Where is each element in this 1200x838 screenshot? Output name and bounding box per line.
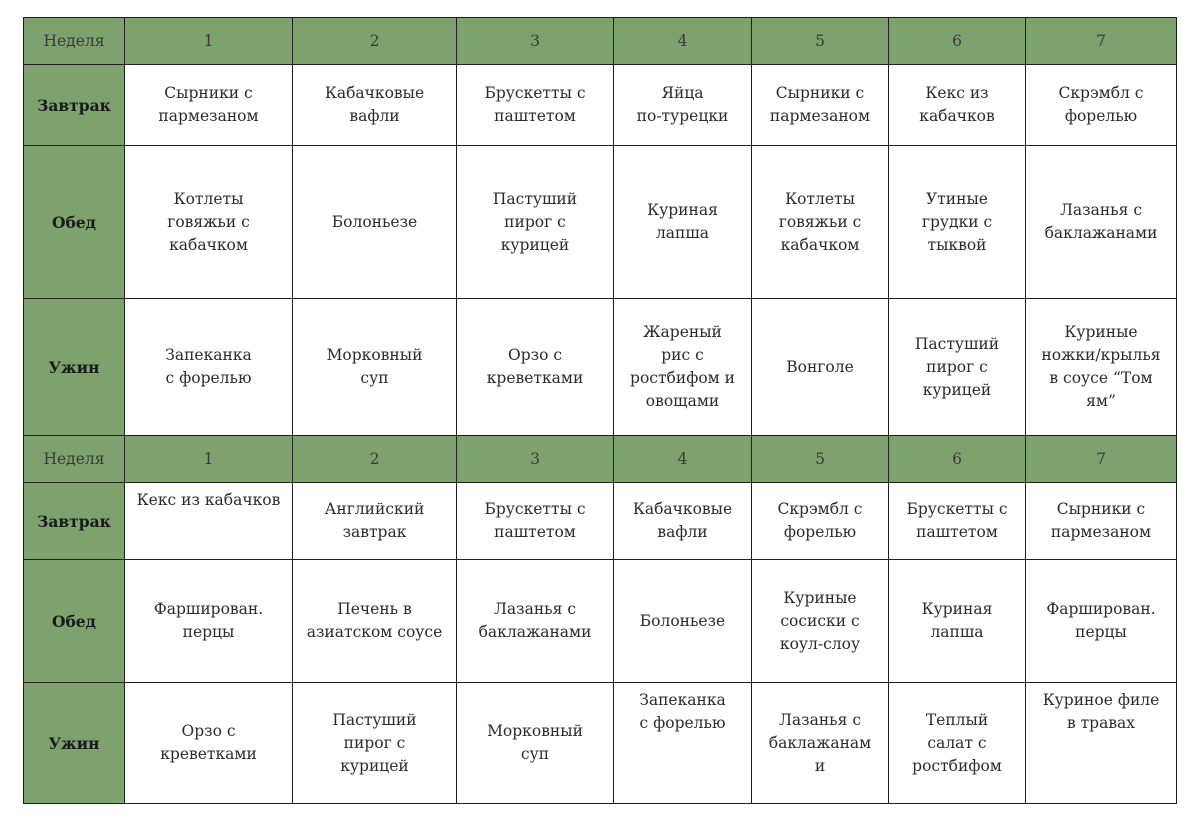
day-number: 4 [614, 18, 752, 65]
meal-plan-table [23, 17, 1177, 804]
day-number: 7 [1026, 18, 1177, 65]
day-number: 5 [752, 436, 889, 483]
dish-cell: Печень в азиатском соусе [293, 560, 457, 683]
dish-cell: Брускетты с паштетом [457, 483, 614, 560]
dish-cell: Брускетты с паштетом [457, 65, 614, 146]
dish-cell: Английский завтрак [293, 483, 457, 560]
dish-cell: Кекс из кабачков [889, 65, 1026, 146]
dish-cell: Скрэмбл с форелью [752, 483, 889, 560]
day-number: 5 [752, 18, 889, 65]
dish-cell: Фарширован. перцы [125, 560, 293, 683]
dish-cell: Сырники с пармезаном [752, 65, 889, 146]
dish-cell: Фарширован. перцы [1026, 560, 1177, 683]
meal-label-lunch: Обед [24, 560, 125, 683]
dish-cell: Лазанья с баклажанами [457, 560, 614, 683]
week-header-row [24, 18, 1177, 65]
dish-cell: Орзо с креветками [457, 299, 614, 436]
week-header-row [24, 436, 1177, 483]
dish-cell: Запеканка с форелью [125, 299, 293, 436]
lunch-row [24, 146, 1177, 299]
day-number: 4 [614, 436, 752, 483]
dish-cell: Брускетты с паштетом [889, 483, 1026, 560]
dish-cell: Пастуший пирог с курицей [457, 146, 614, 299]
meal-label-breakfast: Завтрак [24, 65, 125, 146]
dish-cell: Скрэмбл с форелью [1026, 65, 1177, 146]
dish-cell: Пастуший пирог с курицей [293, 683, 457, 804]
meal-label-dinner: Ужин [24, 299, 125, 436]
dish-cell: Котлеты говяжьи с кабачком [752, 146, 889, 299]
dish-cell: Кабачковые вафли [293, 65, 457, 146]
dish-cell: Куриная лапша [614, 146, 752, 299]
dish-cell: Утиные грудки с тыквой [889, 146, 1026, 299]
meal-label-lunch: Обед [24, 146, 125, 299]
day-number: 2 [293, 436, 457, 483]
dish-cell: Яйца по-турецки [614, 65, 752, 146]
dish-cell: Лазанья с баклажанам и [752, 683, 889, 804]
dish-cell: Морковный суп [293, 299, 457, 436]
dish-cell: Куриные сосиски с коул-слоу [752, 560, 889, 683]
dish-cell: Куриная лапша [889, 560, 1026, 683]
dinner-row [24, 683, 1177, 804]
lunch-row [24, 560, 1177, 683]
dish-cell: Сырники с пармезаном [1026, 483, 1177, 560]
meal-label-dinner: Ужин [24, 683, 125, 804]
dish-cell: Орзо с креветками [125, 683, 293, 804]
dish-cell: Болоньезе [293, 146, 457, 299]
dish-cell: Кекс из кабачков [125, 483, 293, 560]
dish-cell: Пастуший пирог с курицей [889, 299, 1026, 436]
breakfast-row [24, 483, 1177, 560]
dish-cell: Куриное филе в травах [1026, 683, 1177, 804]
dinner-row [24, 299, 1177, 436]
dish-cell: Сырники с пармезаном [125, 65, 293, 146]
week-label: Неделя [24, 436, 125, 483]
dish-cell: Котлеты говяжьи с кабачком [125, 146, 293, 299]
dish-cell: Лазанья с баклажанами [1026, 146, 1177, 299]
dish-cell: Запеканка с форелью [614, 683, 752, 804]
dish-cell: Болоньезе [614, 560, 752, 683]
breakfast-row [24, 65, 1177, 146]
dish-cell: Кабачковые вафли [614, 483, 752, 560]
dish-cell: Вонголе [752, 299, 889, 436]
meal-label-breakfast: Завтрак [24, 483, 125, 560]
day-number: 1 [125, 436, 293, 483]
day-number: 6 [889, 18, 1026, 65]
dish-cell: Морковный суп [457, 683, 614, 804]
day-number: 3 [457, 436, 614, 483]
day-number: 3 [457, 18, 614, 65]
dish-cell: Куриные ножки/крылья в соусе “Том ям” [1026, 299, 1177, 436]
dish-cell: Жареный рис с ростбифом и овощами [614, 299, 752, 436]
day-number: 6 [889, 436, 1026, 483]
day-number: 2 [293, 18, 457, 65]
dish-cell: Теплый салат с ростбифом [889, 683, 1026, 804]
day-number: 1 [125, 18, 293, 65]
week-label: Неделя [24, 18, 125, 65]
day-number: 7 [1026, 436, 1177, 483]
